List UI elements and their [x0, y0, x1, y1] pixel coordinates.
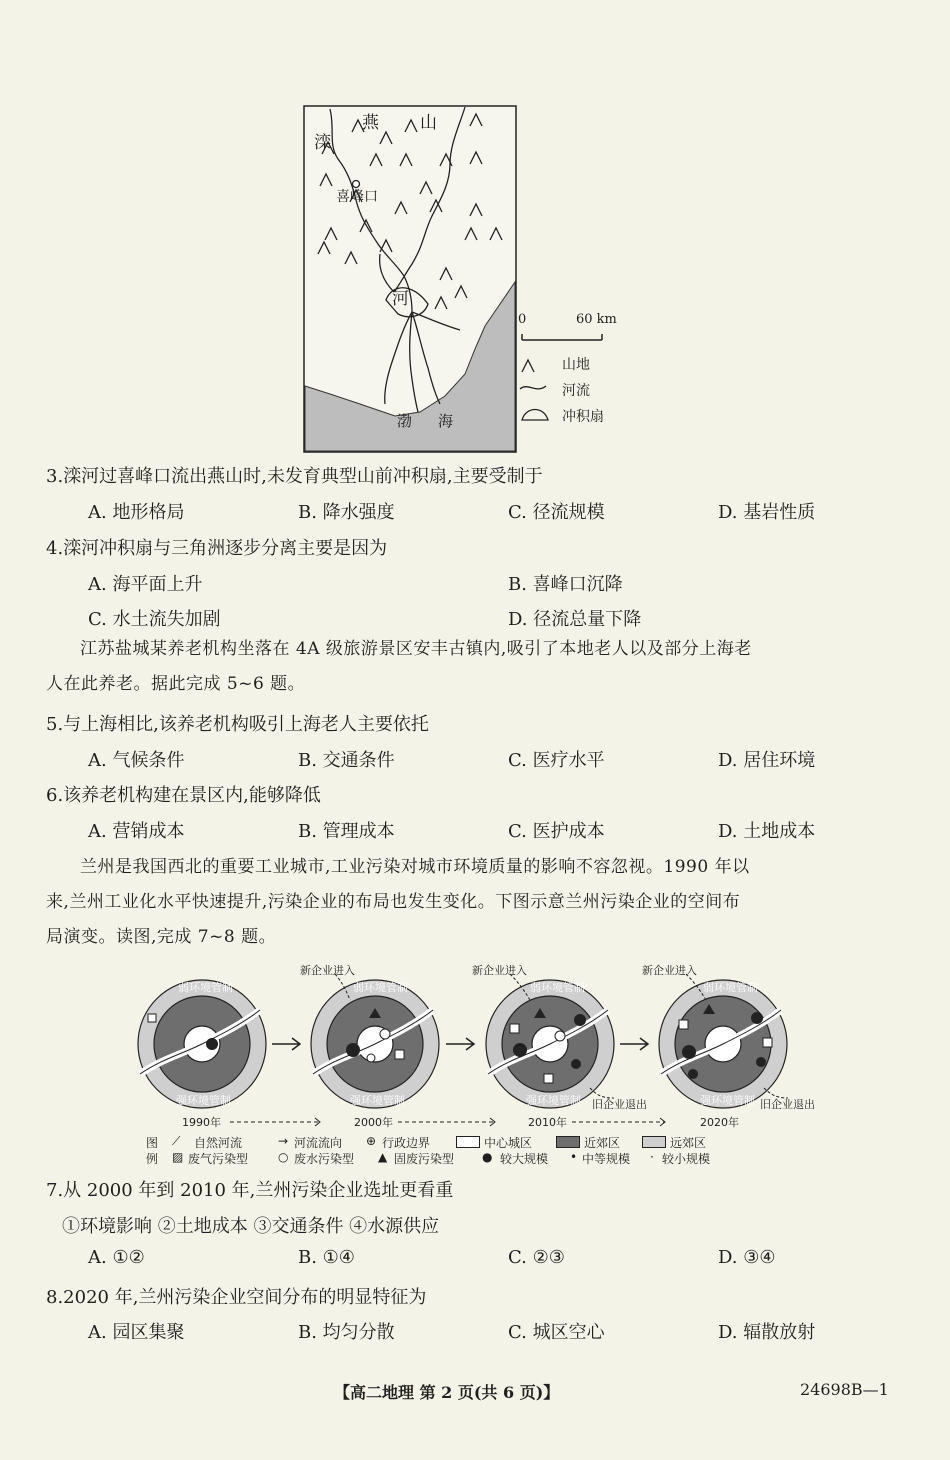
- page-footer-code: 24698B—1: [800, 1380, 889, 1399]
- q5-option-b[interactable]: B. 交通条件: [298, 750, 395, 771]
- legend-large-icon: ●: [482, 1150, 493, 1164]
- legend-center: 中心城区: [484, 1136, 533, 1150]
- legend-far: 远郊区: [670, 1136, 707, 1150]
- legend-near: 近郊区: [584, 1136, 621, 1150]
- old-exit-2020: 旧企业退出: [760, 1098, 815, 1111]
- weak-control-1990: 弱环境管制: [178, 981, 233, 994]
- legend-far-swatch: [642, 1136, 666, 1148]
- q7-option-c[interactable]: C. ②③: [508, 1247, 565, 1268]
- passage-5-6-line-2: 人在此养老。据此完成 5~6 题。: [46, 674, 306, 694]
- passage-5-6-line-1: 江苏盐城某养老机构坐落在 4A 级旅游景区安丰古镇内,吸引了本地老人以及部分上海老: [80, 639, 752, 659]
- label-luan: 滦: [314, 133, 331, 153]
- legend-boundary: 行政边界: [382, 1136, 431, 1150]
- passage-7-8-line-1: 兰州是我国西北的重要工业城市,工业污染对城市环境质量的影响不容忽视。1990 年以: [80, 857, 750, 877]
- question-6-stem: 6.该养老机构建在景区内,能够降低: [46, 785, 321, 806]
- new-enter-2000: 新企业进入: [300, 964, 355, 977]
- label-shan: 山: [420, 113, 437, 133]
- legend-gas: 废气污染型: [188, 1152, 249, 1166]
- ring-1990: [138, 980, 266, 1108]
- year-2020: 2020年: [700, 1116, 739, 1129]
- legend-mountain: 山地: [562, 357, 590, 373]
- passage-7-8-line-3: 局演变。读图,完成 7~8 题。: [46, 927, 277, 947]
- weak-control-2020: 弱环境管制: [703, 981, 758, 994]
- label-bohai-2: 海: [438, 412, 454, 430]
- legend-title-1: 图: [146, 1136, 159, 1150]
- strong-control-2020: 强环境管制: [700, 1094, 755, 1107]
- q6-option-b[interactable]: B. 管理成本: [298, 821, 395, 842]
- legend-solid-icon: ▲: [378, 1150, 388, 1164]
- legend-small: 较小规模: [662, 1152, 711, 1166]
- page-footer-title: 【高二地理 第 2 页(共 6 页)】: [334, 1383, 560, 1402]
- legend-solid: 固废污染型: [394, 1152, 455, 1166]
- new-enter-2020: 新企业进入: [642, 964, 697, 977]
- q6-option-a[interactable]: A. 营销成本: [88, 821, 185, 842]
- strong-control-2000: 强环境管制: [350, 1094, 405, 1107]
- q6-option-d[interactable]: D. 土地成本: [718, 821, 816, 842]
- luan-river-map: [300, 104, 630, 456]
- question-3-stem: 3.滦河过喜峰口流出燕山时,未发育典型山前冲积扇,主要受制于: [46, 466, 543, 487]
- label-bohai-1: 渤: [397, 412, 413, 430]
- diagram-legend: [146, 1134, 846, 1168]
- legend-fan: 冲积扇: [562, 409, 604, 425]
- q6-option-c[interactable]: C. 医护成本: [508, 821, 605, 842]
- legend-medium-icon: •: [570, 1150, 578, 1164]
- year-1990: 1990年: [182, 1116, 221, 1129]
- q4-option-d[interactable]: D. 径流总量下降: [508, 609, 642, 630]
- q5-option-a[interactable]: A. 气候条件: [88, 750, 185, 771]
- weak-control-2010: 弱环境管制: [530, 981, 585, 994]
- legend-water: 废水污染型: [294, 1152, 355, 1166]
- q5-option-d[interactable]: D. 居住环境: [718, 750, 816, 771]
- q8-option-c[interactable]: C. 城区空心: [508, 1322, 605, 1343]
- legend-flow: 河流流向: [294, 1136, 343, 1150]
- q5-option-c[interactable]: C. 医疗水平: [508, 750, 605, 771]
- legend-flow-icon: →: [278, 1134, 289, 1148]
- q3-option-c[interactable]: C. 径流规模: [508, 502, 605, 523]
- scale-distance: 60 km: [576, 312, 617, 327]
- ring-2000: [311, 980, 439, 1108]
- question-8-stem: 8.2020 年,兰州污染企业空间分布的明显特征为: [46, 1287, 427, 1308]
- q7-option-a[interactable]: A. ①②: [88, 1247, 145, 1268]
- legend-river-icon: ⟋: [172, 1134, 181, 1148]
- legend-water-icon: ○: [278, 1150, 289, 1164]
- scale-zero: 0: [518, 312, 527, 327]
- q8-option-b[interactable]: B. 均匀分散: [298, 1322, 395, 1343]
- strong-control-2010: 强环境管制: [526, 1094, 581, 1107]
- legend-medium: 中等规模: [582, 1152, 631, 1166]
- q4-option-c[interactable]: C. 水土流失加剧: [88, 609, 221, 630]
- q4-option-b[interactable]: B. 喜峰口沉降: [508, 574, 623, 595]
- label-he: 河: [392, 289, 409, 309]
- legend-small-icon: ·: [650, 1150, 654, 1164]
- q8-option-d[interactable]: D. 辐散放射: [718, 1322, 816, 1343]
- legend-large: 较大规模: [500, 1152, 549, 1166]
- legend-gas-icon: ▨: [172, 1150, 184, 1164]
- legend-river-icon: [520, 386, 546, 389]
- old-exit-2010: 旧企业退出: [592, 1098, 647, 1111]
- scale-bar: [522, 334, 602, 340]
- legend-center-swatch: [456, 1136, 480, 1148]
- weak-control-2000: 弱环境管制: [353, 981, 408, 994]
- legend-near-swatch: [556, 1136, 580, 1148]
- passage-7-8-line-2: 来,兰州工业化水平快速提升,污染企业的布局也发生变化。下图示意兰州污染企业的空间布: [46, 892, 741, 912]
- year-2010: 2010年: [528, 1116, 567, 1129]
- question-4-stem: 4.滦河冲积扇与三角洲逐步分离主要是因为: [46, 538, 388, 559]
- legend-fan-icon: [522, 410, 548, 421]
- question-5-stem: 5.与上海相比,该养老机构吸引上海老人主要依托: [46, 714, 429, 735]
- legend-river: 自然河流: [194, 1136, 243, 1150]
- q3-option-d[interactable]: D. 基岩性质: [718, 502, 816, 523]
- q3-option-b[interactable]: B. 降水强度: [298, 502, 395, 523]
- strong-control-1990: 强环境管制: [176, 1094, 231, 1107]
- legend-river: 河流: [562, 383, 590, 399]
- label-xifengkou: 喜峰口: [336, 189, 378, 205]
- map-svg: [300, 104, 630, 456]
- legend-boundary-icon: ⊕: [366, 1134, 377, 1148]
- q4-option-a[interactable]: A. 海平面上升: [88, 574, 203, 595]
- legend-title-2: 例: [146, 1152, 159, 1166]
- legend-mountain-icon: [522, 360, 534, 372]
- new-enter-2010: 新企业进入: [472, 964, 527, 977]
- ring-2020: [659, 980, 787, 1108]
- q7-option-b[interactable]: B. ①④: [298, 1247, 355, 1268]
- question-7-stem: 7.从 2000 年到 2010 年,兰州污染企业选址更看重: [46, 1180, 454, 1201]
- q8-option-a[interactable]: A. 园区集聚: [88, 1322, 185, 1343]
- label-yan: 燕: [362, 113, 379, 133]
- q7-option-d[interactable]: D. ③④: [718, 1247, 776, 1268]
- q3-option-a[interactable]: A. 地形格局: [88, 502, 185, 523]
- q7-items: ①环境影响 ②土地成本 ③交通条件 ④水源供应: [62, 1216, 440, 1237]
- year-2000: 2000年: [354, 1116, 393, 1129]
- ring-2010: [486, 980, 614, 1108]
